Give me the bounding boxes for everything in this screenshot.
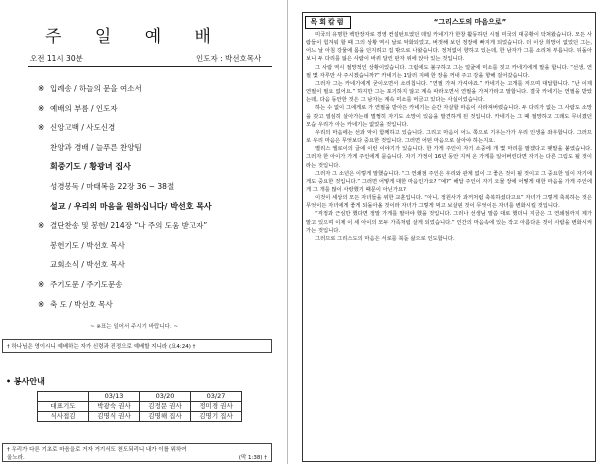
order-item-text: 설교 / 우리의 마음을 원하십니다/ 박선호 목사 [50, 201, 212, 211]
column-paragraph: 하는 수 없이 그에게로 가 연필을 받아든 카네기는 순간 자살할 마음이 사라져버렸습니다. 두 다리가 없는 그 사람도 소망을 갖고 열심히 살아가는데 멀쩡히 자기도 소망이 있음을 발견하게 된 것입니다. 카네기는 그 때 절망하고 그래도 무너졌던 모습 우리가 아는 카네기는 없었을 것입니다. [306, 105, 592, 128]
table-cell: 김정문 권사 [140, 402, 191, 412]
column-paragraph: 그러므로 그리스도의 마음은 서로를 북돋 삶으로 인도합니다. [315, 235, 455, 242]
column-paragraph: 그러자 그 소년은 이렇게 말했습니다. “그 연쇄점 주인은 우리와 관계 없이 그 좋은 것이 될 것이고 그 중요한 일이 자기에게도 중요한 것입니다.” 그러면 어떻게 대한 마음인가요? “예?” 해답 주인이 자기 오물 장에 어떻게 대한 마음을 가게 주인에게 그 개를 많이 사랑했기 때문이 아닌가요? [306, 170, 592, 193]
order-item [38, 83, 142, 94]
table-header-cell [38, 392, 89, 402]
order-item [50, 181, 174, 192]
table-row [38, 402, 242, 412]
order-item-text: 축 도 / 박선호 목사 [50, 299, 113, 309]
stand-mark-icon: ※ [38, 123, 45, 133]
order-item-text: 봉헌기도 / 박선호 목사 [50, 240, 125, 250]
order-item [38, 279, 123, 290]
column-paragraph: “걱정과 근심만 했다면 정말 가게를 팔아야 했을 것입니다. 그러나 선생님 말씀 대로 했더니 지금은 그 연쇄점까지 제가 맡고 있으며 이제 이 세 아이의 모두 가족처럼 살게 되었습니다.” 인간의 마음속에 있는 작고 아름다운 것이 사람을 변화시켜 가는 것입니다. [306, 211, 592, 234]
table-cell: 정미경 권사 [191, 402, 242, 412]
table-header-cell: 03/13 [89, 392, 140, 402]
service-section-title: • 봉사안내 [6, 377, 45, 386]
column-title: “그리스도의 마음으로” [433, 18, 507, 26]
header-divider [28, 66, 272, 67]
closing-verse-line2: 울노라. [7, 455, 25, 461]
order-item-text: 예배의 부름 / 인도자 [50, 103, 118, 113]
order-item [50, 259, 125, 270]
stand-mark-icon: ※ [38, 84, 45, 93]
stand-mark-icon: ※ [38, 103, 45, 113]
rise-note: ~ ※표는 일어서 주시기 바랍니다. ~ [90, 324, 179, 330]
stand-mark-icon: ※ [38, 280, 45, 289]
table-header-row [38, 392, 242, 402]
service-leader: 인도자 : 박선호목사 [196, 54, 262, 63]
page-title: 주 일 예 배 [45, 27, 225, 47]
column-paragraph: 그러자 그는 카네기에게 굳이오면서 소리칩니다. “연필 가져 가셔야죠.” 카네기는 고개를 저으며 대답합니다. “난 이제 연필이 필요 없어요.” 하지만 그는 포기하지 않고 계속 따라오면서 연필을 가져가라고 말합니다. 결국 카네기는 연필을 받았는데, 다음 동안한 것은 그 남자는 계속 미소를 머금고 있다는 사실이었습니다. [306, 80, 592, 104]
order-item-text: 회중기도 / 황광녀 집사 [50, 162, 131, 172]
stand-mark-icon: ※ [38, 299, 45, 309]
order-item-text: 입례송 / 하늘의 문을 여소서 [50, 84, 142, 93]
closing-verse-line2-row [7, 454, 267, 462]
order-item [50, 240, 125, 251]
closing-verse-ref: (막 1:38) † [238, 455, 267, 461]
service-table [37, 391, 242, 422]
closing-verse-box [2, 443, 272, 462]
column-body [306, 31, 592, 243]
order-item [50, 201, 212, 212]
order-item-text: 성경봉독 / 마태복음 22장 36 ~ 38절 [50, 182, 175, 191]
closing-verse-line1: † 우리가 다른 기초로 마음을로 거자 거기서도 천도되리니 내가 이를 위하여 [7, 447, 187, 453]
table-cell: 김명기 집사 [191, 412, 242, 422]
order-item-text: 결단찬송 및 봉헌/ 214장 “나 주의 도움 받고자” [50, 221, 208, 231]
order-item [50, 161, 131, 172]
table-cell: 박광숙 권사 [89, 402, 140, 412]
column-paragraph: 우리의 마음에는 선과 악이 함께하고 있습니다. 그리고 마음이 어느 쪽으로 기우는가가 우리 인생을 좌우합니다. 그러므로 우리 마음은 무엇보다 중요한 것입니다. 그러면 어떤 마음으로 살아야 하는지요. [306, 129, 592, 145]
order-item-text: 찬양과 경배 / 늘푸른 찬양팀 [50, 142, 142, 152]
table-header-cell: 03/27 [191, 392, 242, 402]
column-paragraph: 미국의 유명한 백만장자로 경영 컨설턴트였던 데일 카네기가 한창 활동하던 시절 미국의 대공황이 닥쳐왔습니다. 모든 사람들이 힘겨워 할 때 그의 상황 역시 날로 악화되었고, 버젓해 보던 정장에 빠지게 되었습니다. 더 이상 희망이 없었던 그는, 어느 날 아침 강물에 몸을 던지려고 집 밖으로 나왔습니다. 정처없이 향하고 있는데, 한 남자가 그를 소리쳐 부릅니다. 뒤돌아보니 두 다리를 잃은 사람이 바퀴 달린 판자 위에 앉아 있는 것입니다. [306, 32, 592, 63]
verse-box: † 하나님은 영이시니 예배하는 자가 신령과 진정으로 예배할 지니라 (요4:24) † [2, 339, 272, 353]
order-item [38, 103, 118, 114]
order-item-text: 교회소식 / 박선호 목사 [50, 260, 125, 270]
column-paragraph: 그 사람 역시 절망적인 상황이었습니다. 그럼에도 불구하고 그는 얼굴에 미소를 짓고 카네기에게 말을 합니다. “선생, 연필 몇 자루만 사 주시겠습니까?” 카네기는 1달러 지폐 한 장을 꺼내 주고 강을 향해 걸어갔습니다. [306, 64, 592, 79]
order-item [38, 299, 113, 310]
order-item [38, 122, 115, 133]
order-item [50, 142, 142, 153]
table-cell: 대표기도 [38, 402, 89, 412]
column-tag: 목회칼럼 [305, 16, 351, 29]
table-cell: 식사접김 [38, 412, 89, 422]
table-cell: 김명식 권사 [89, 412, 140, 422]
stand-mark-icon: ※ [38, 221, 45, 231]
order-item-text: 신앙고백 / 사도신경 [50, 123, 116, 133]
order-item-text: 주기도문 / 주기도문송 [50, 280, 123, 289]
table-header-cell: 03/20 [140, 392, 191, 402]
order-item [38, 220, 207, 231]
column-paragraph: 이것이 세상의 모든 자녀들을 위한 교훈입니다. “아니, 정원사가 과꺼처럼 축복하셨다고요” 자녀가 그렇게 축복하는 것은 무엇이든 자녀에게 좋게 되돌아올 것이라 자녀가 그렇게 먹고 보살핀 것이 무엇이든 자녀를 변화시킬 것입니다. [306, 195, 592, 210]
table-cell: 김명해 집사 [140, 412, 191, 422]
service-time: 오전 11시 30분 [30, 54, 83, 63]
table-row [38, 412, 242, 422]
column-paragraph: 별리스 엘로이의 글에 이런 이야기가 있습니다. 한 가게 주인이 자기 소중에 개 몇 마리를 팔겠다고 팻말을 붙였습니다. 그러자 한 아이가 가게 주인에게 묻습니다. 자기 가정이 16년 동안 지켜 온 가게를 일어버린다면 자기는 다른 그림도 될 것이라는 것입니다. [306, 146, 592, 169]
page-divider [287, 0, 288, 464]
